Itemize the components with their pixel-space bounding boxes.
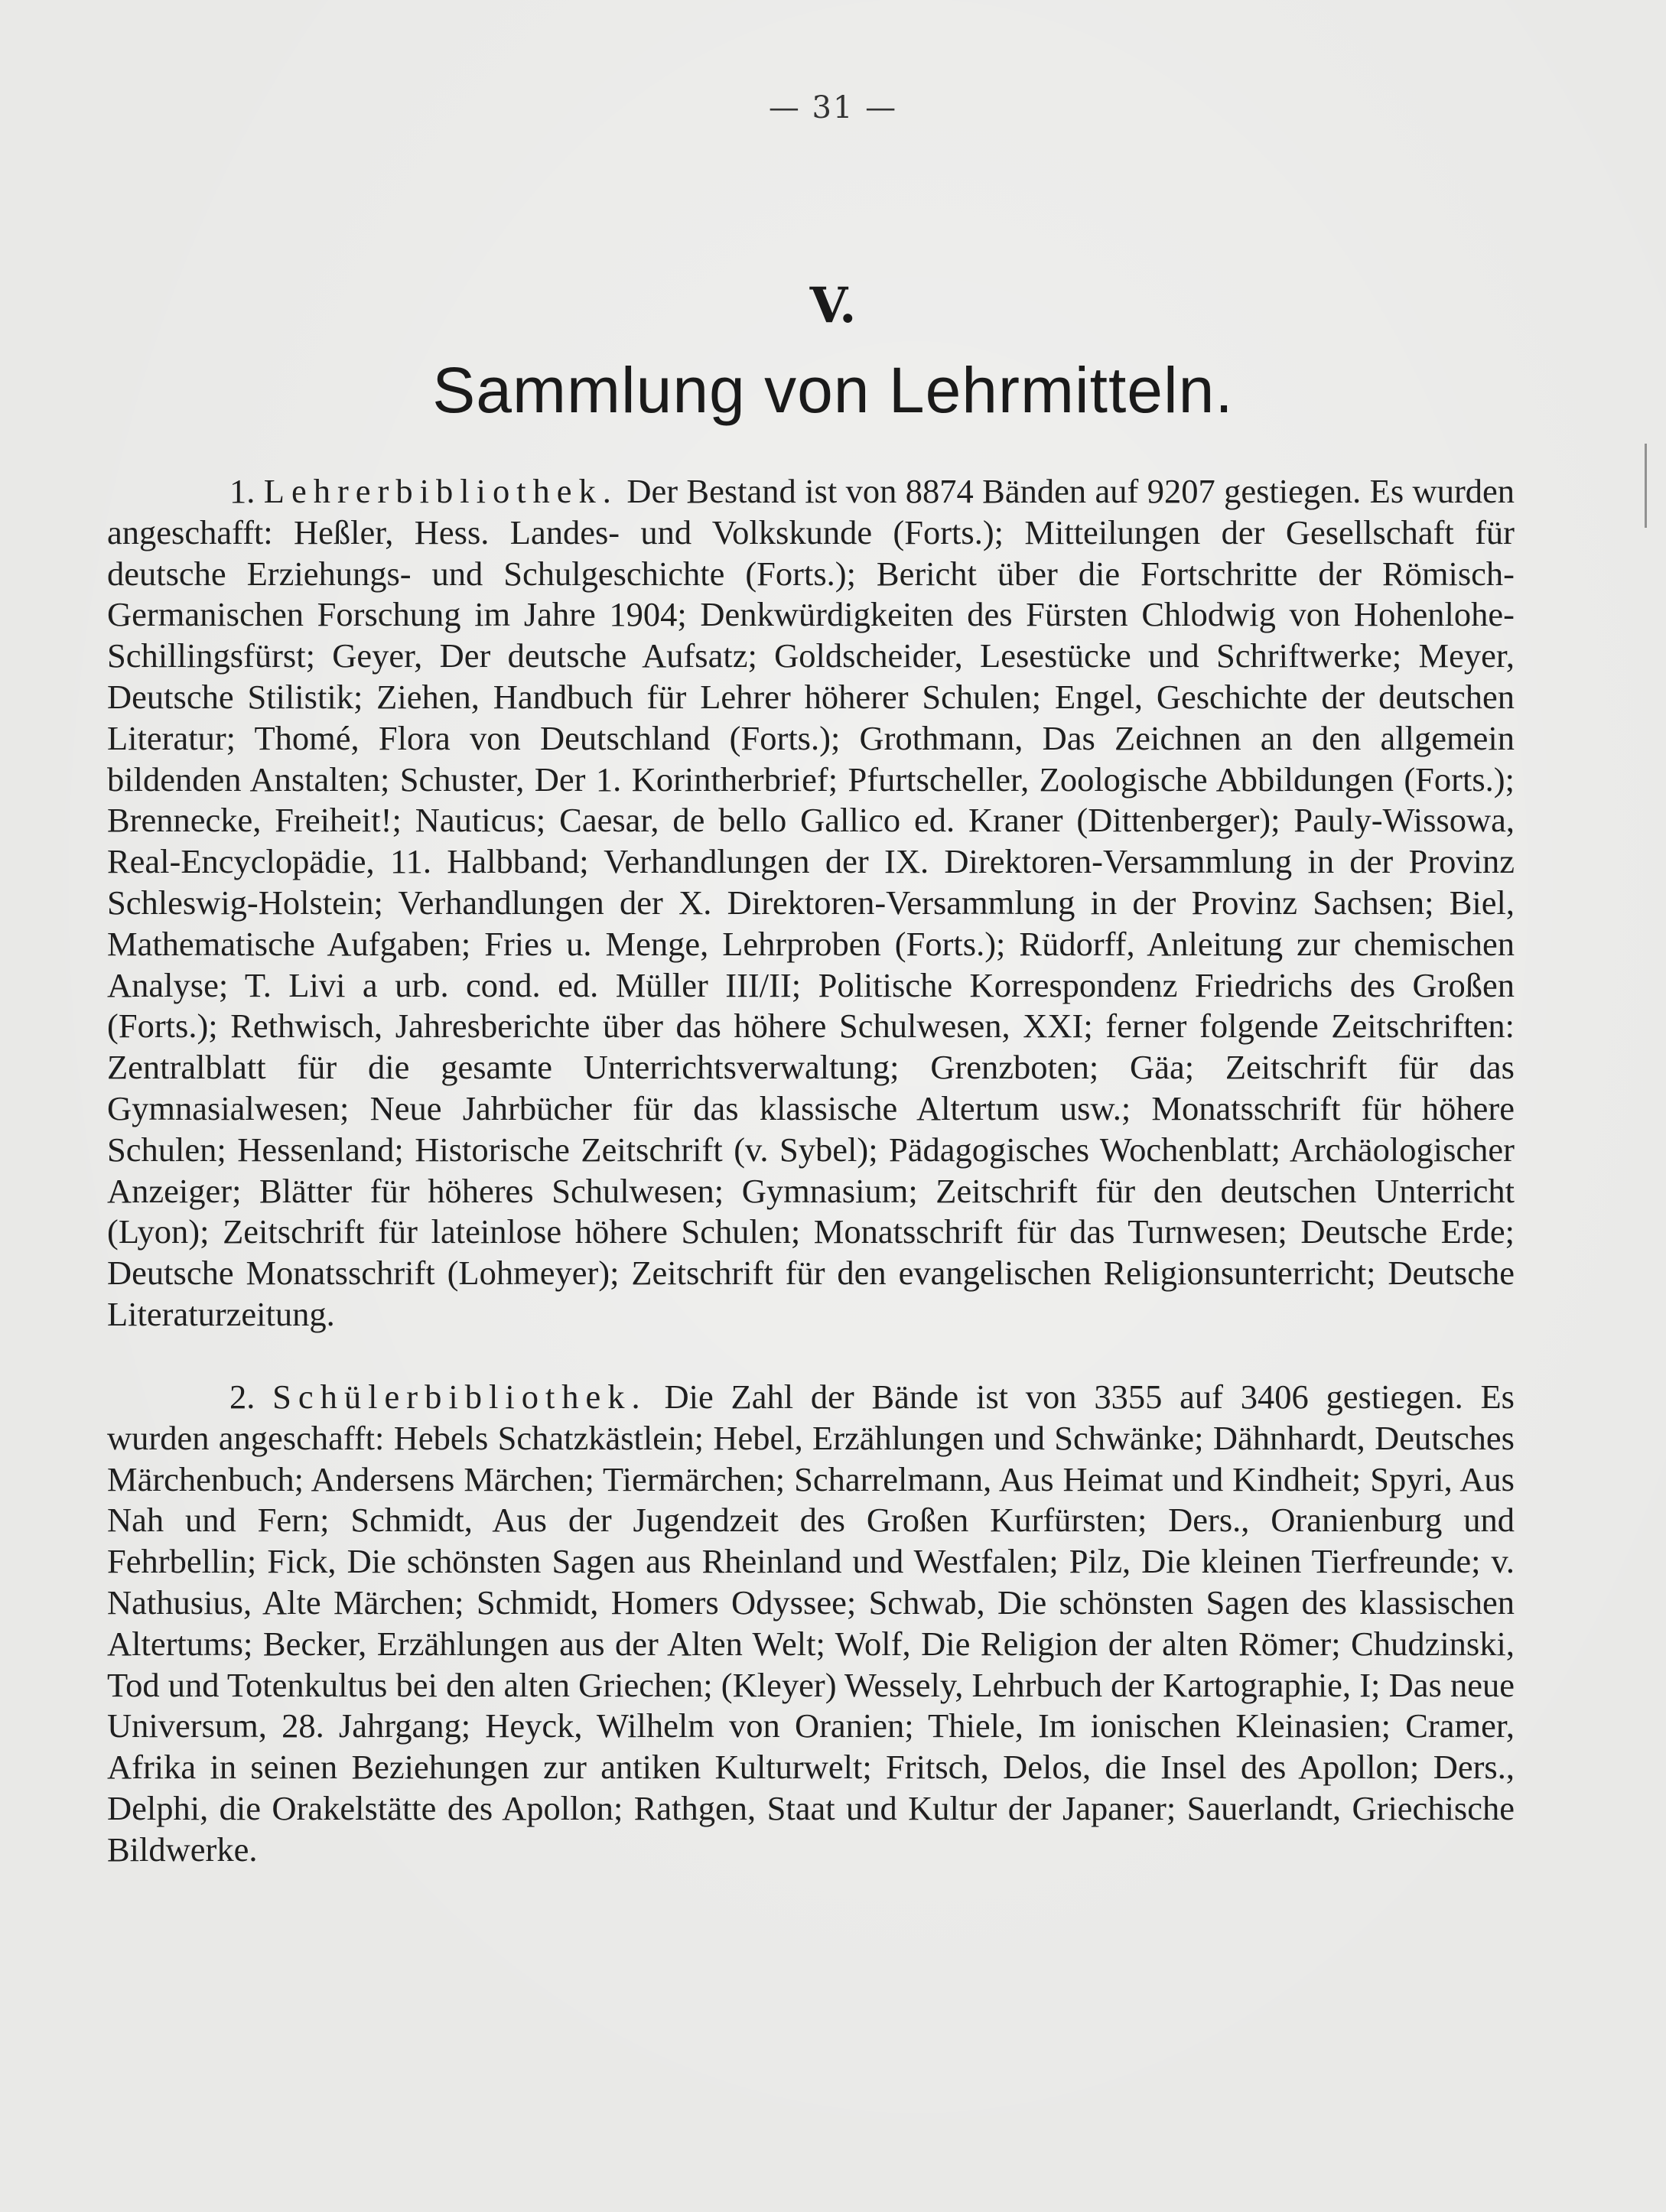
paragraph-lehrerbibliothek <box>107 471 1515 1335</box>
paragraph-text <box>107 471 1515 1335</box>
paragraph-text <box>107 1377 1515 1871</box>
page-number: — 31 — <box>768 90 898 125</box>
section-numeral: V. <box>809 277 857 334</box>
section-title: Sammlung von Lehrmitteln. <box>432 354 1234 426</box>
paragraph-body: Der Bestand ist von 8874 Bänden auf 9207 gestiegen. Es wurden angeschafft: Heßler, Hess. Landes- und Volkskunde (Forts.); Mitteilungen der Gesellschaft für deutsche Erziehungs- und Schulgeschichte (Forts.); Bericht über die Fortschritte der Römisch-Germanischen Forschung im Jahre 1904; Denkwürdigkeiten des Fürsten Chlodwig von Hohenlohe-Schillingsfürst; Geyer, Der deutsche Aufsatz; Goldscheider, Lesestücke und Schriftwerke; Meyer, Deutsche Stilistik; Ziehen, Handbuch für Lehrer höherer Schulen; Engel, Geschichte der deutschen Literatur; Thomé, Flora von Deutschland (Forts.); Grothmann, Das Zeichnen an den allgemein bildenden Anstalten; Schuster, Der 1. Korintherbrief; Pfurtscheller, Zoologische Abbildungen (Forts.); Brennecke, Freiheit!; Nauticus; Caesar, de bello Gallico ed. Kraner (Dittenberger); Pauly-Wissowa, Real-Encyclopädie, 11. Halbband; Verhandlungen der IX. Direktoren-Versammlung in der Provinz Schleswig-Holstein; Verhandlungen der X. Direktoren-Versammlung in der Provinz Sachsen; Biel, Mathematische Aufgaben; Fries u. Menge, Lehrproben (Forts.); Rüdorff, Anleitung zur chemischen Analyse; T. Livi a urb. cond. ed. Müller III/II; Politische Korrespondenz Friedrichs des Großen (Forts.); Rethwisch, Jahresberichte über das höhere Schulwesen, XXI; ferner folgende Zeitschriften: Zentralblatt für die gesamte Unterrichtsverwaltung; Grenzboten; Gäa; Zeitschrift für das Gymnasialwesen; Neue Jahrbücher für das klassische Altertum usw.; Monatsschrift für höhere Schulen; Hessenland; Historische Zeitschrift (v. Sybel); Pädagogisches Wochenblatt; Archäologischer Anzeiger; Blätter für höheres Schulwesen; Gymnasium; Zeitschrift für den deutschen Unterricht (Lyon); Zeitschrift für lateinlose höhere Schulen; Monatsschrift für das Turnwesen; Deutsche Erde; Deutsche Monatsschrift (Lohmeyer); Zeitschrift für den evangelischen Religionsunterricht; Deutsche Literaturzeitung. <box>107 472 1515 1333</box>
paragraph-heading: Schülerbibliothek. <box>272 1378 647 1416</box>
paragraph-heading: Lehrerbibliothek. <box>263 472 618 510</box>
margin-mark <box>1645 444 1647 528</box>
paragraph-number: 2. <box>229 1378 273 1416</box>
paragraph-number: 1. <box>229 472 264 510</box>
paragraph-schuelerbibliothek <box>107 1377 1515 1871</box>
paragraph-body: Die Zahl der Bände ist von 3355 auf 3406 gestiegen. Es wurden angeschafft: Hebels Schatzkästlein; Hebel, Erzählungen und Schwänke; Dähnhardt, Deutsches Märchenbuch; Andersens Märchen; Tiermärchen; Scharrelmann, Aus Heimat und Kindheit; Spyri, Aus Nah und Fern; Schmidt, Aus der Jugendzeit des Großen Kurfürsten; Ders., Oranienburg und Fehrbellin; Fick, Die schönsten Sagen aus Rheinland und Westfalen; Pilz, Die kleinen Tierfreunde; v. Nathusius, Alte Märchen; Schmidt, Homers Odyssee; Schwab, Die schönsten Sagen des klassischen Altertums; Becker, Erzählungen aus der Alten Welt; Wolf, Die Religion der alten Römer; Chudzinski, Tod und Totenkultus bei den alten Griechen; (Kleyer) Wessely, Lehrbuch der Kartographie, I; Das neue Universum, 28. Jahrgang; Heyck, Wilhelm von Oranien; Thiele, Im ionischen Kleinasien; Cramer, Afrika in seinen Beziehungen zur antiken Kulturwelt; Fritsch, Delos, die Insel des Apollon; Ders., Delphi, die Orakelstätte des Apollon; Rathgen, Staat und Kultur der Japaner; Sauerlandt, Griechische Bildwerke. <box>107 1378 1515 1869</box>
